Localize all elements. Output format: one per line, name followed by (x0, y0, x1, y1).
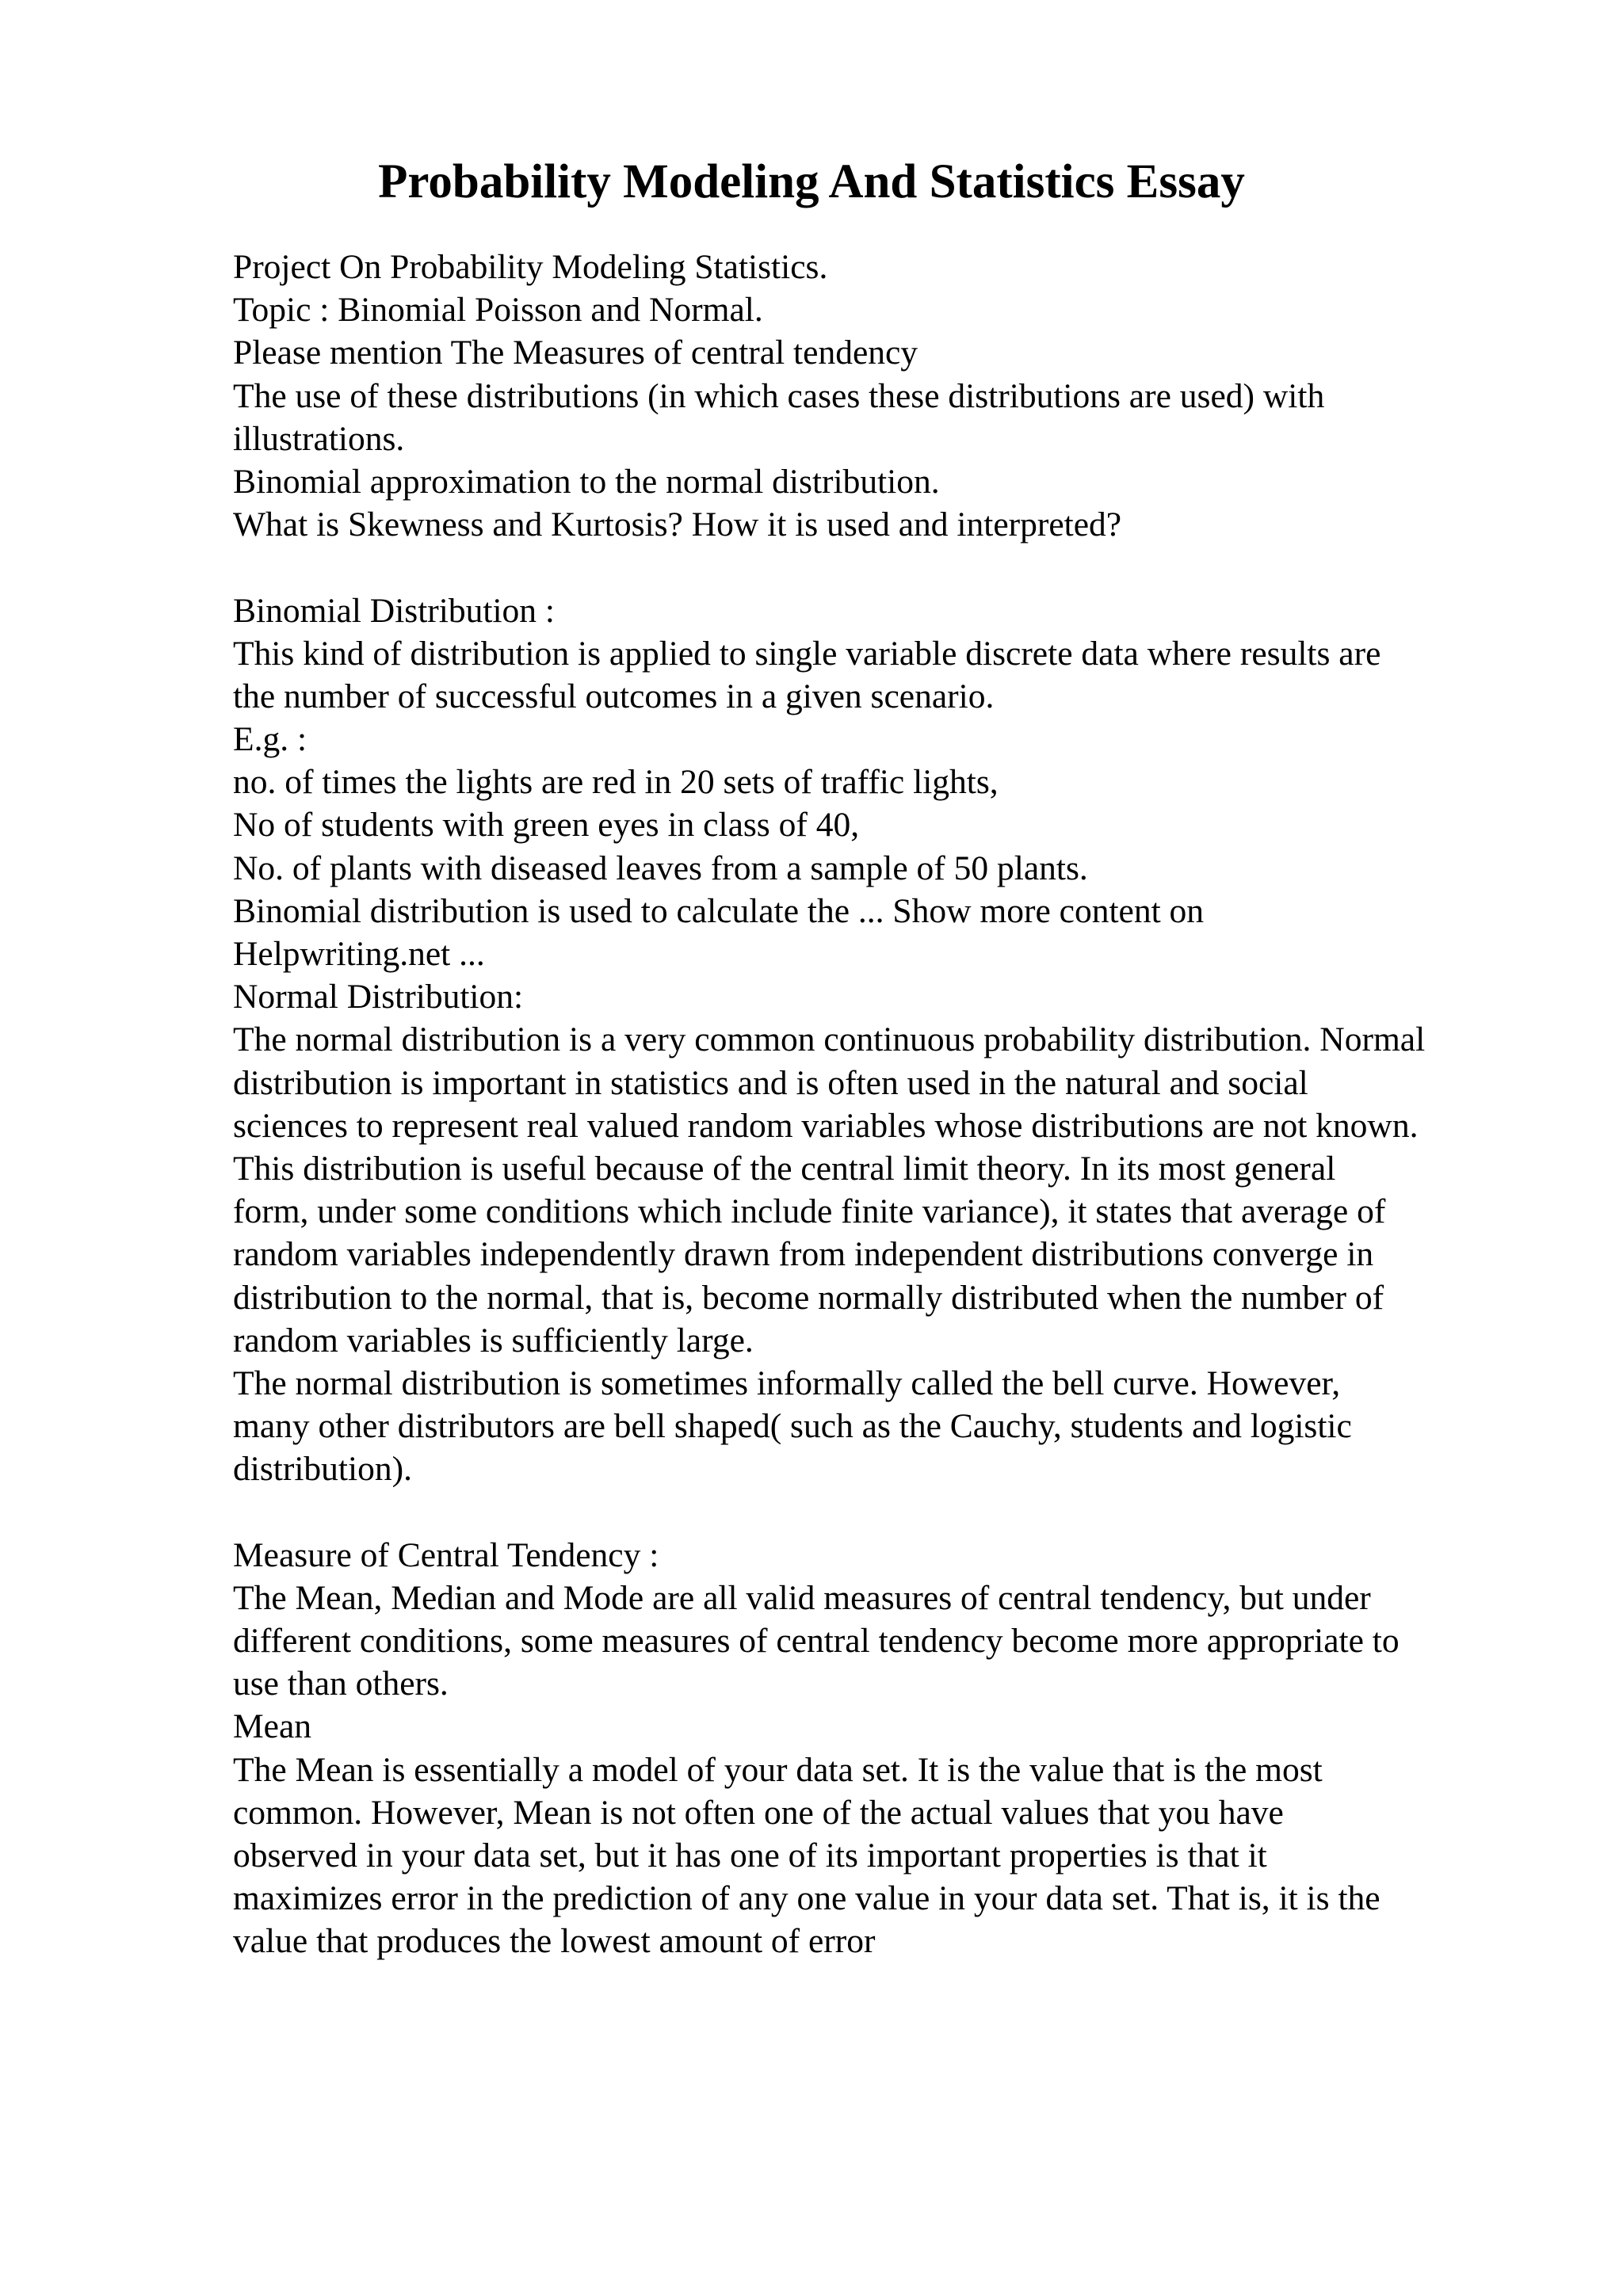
blank-line (233, 1490, 1564, 1533)
body-line: illustrations. (233, 419, 405, 458)
section-heading-normal: Normal Distribution: (233, 978, 524, 1016)
body-line: distribution). (233, 1450, 412, 1489)
blank-line (233, 546, 1564, 589)
body-line: E.g. : (233, 720, 307, 759)
document-body (233, 246, 1564, 1963)
body-line: random variables independently drawn from independent distributions converge in (233, 1235, 1374, 1274)
body-line: Binomial approximation to the normal distribution. (233, 462, 940, 501)
body-line: The normal distribution is a very common continuous probability distribution. Normal (233, 1020, 1426, 1059)
body-line: This kind of distribution is applied to single variable discrete data where results are (233, 634, 1381, 673)
body-line: value that produces the lowest amount of error (233, 1922, 876, 1961)
section-heading-binomial: Binomial Distribution : (233, 591, 556, 630)
body-line: Topic : Binomial Poisson and Normal. (233, 291, 763, 330)
body-line: observed in your data set, but it has one of its important properties is that it (233, 1836, 1267, 1875)
body-line: form, under some conditions which include finite variance), it states that average of (233, 1192, 1386, 1231)
document-title: Probability Modeling And Statistics Essay (378, 155, 1245, 208)
body-line: random variables is sufficiently large. (233, 1321, 754, 1360)
body-line: no. of times the lights are red in 20 sets of traffic lights, (233, 763, 999, 802)
body-line: Helpwriting.net ... (233, 935, 485, 973)
body-line: sciences to represent real valued random variables whose distributions are not known. (233, 1106, 1419, 1145)
body-line: maximizes error in the prediction of any one value in your data set. That is, it is the (233, 1879, 1381, 1918)
body-line: The normal distribution is sometimes informally called the bell curve. However, (233, 1363, 1341, 1402)
section-heading-central-tendency: Measure of Central Tendency : (233, 1535, 659, 1574)
body-line: common. However, Mean is not often one of the actual values that you have (233, 1793, 1284, 1832)
section-heading-mean: Mean (233, 1707, 312, 1746)
body-line: No of students with green eyes in class of 40, (233, 806, 860, 845)
body-line: the number of successful outcomes in a given scenario. (233, 677, 995, 715)
body-line: distribution is important in statistics and is often used in the natural and social (233, 1063, 1308, 1102)
body-line: use than others. (233, 1665, 449, 1703)
body-line: This distribution is useful because of the central limit theory. In its most general (233, 1149, 1336, 1188)
body-line: What is Skewness and Kurtosis? How it is used and interpreted? (233, 505, 1122, 544)
body-line: The Mean is essentially a model of your data set. It is the value that is the most (233, 1750, 1323, 1789)
body-line: many other distributors are bell shaped( such as the Cauchy, students and logistic (233, 1407, 1352, 1446)
body-line: The use of these distributions (in which cases these distributions are used) with (233, 376, 1325, 415)
body-line: different conditions, some measures of central tendency become more appropriate to (233, 1622, 1400, 1660)
body-line: No. of plants with diseased leaves from a sample of 50 plants. (233, 849, 1088, 887)
body-line: The Mean, Median and Mode are all valid measures of central tendency, but under (233, 1578, 1371, 1617)
body-line: Binomial distribution is used to calculate the ... Show more content on (233, 891, 1205, 930)
body-line: Project On Probability Modeling Statistics. (233, 248, 828, 286)
body-line: distribution to the normal, that is, become normally distributed when the number of (233, 1278, 1384, 1317)
body-line: Please mention The Measures of central tendency (233, 334, 918, 372)
